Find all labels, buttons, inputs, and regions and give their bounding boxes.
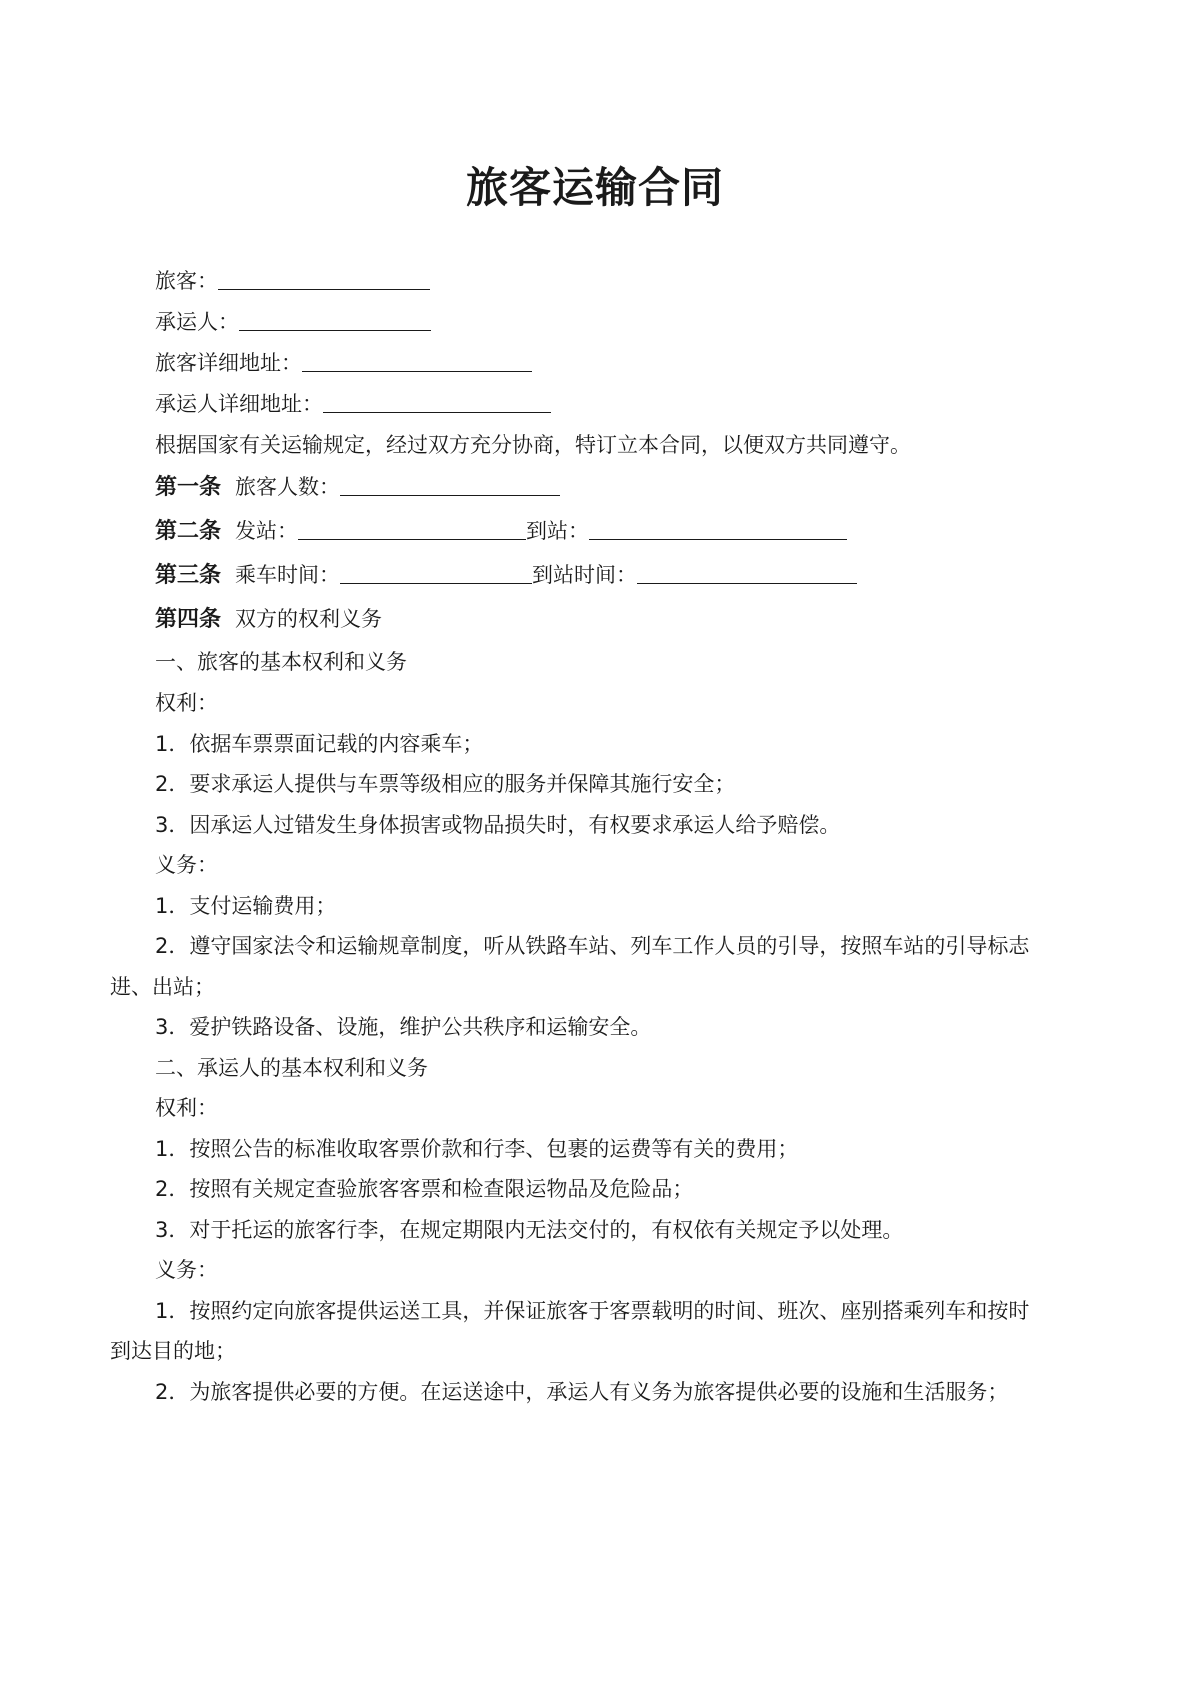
article-2	[155, 516, 847, 547]
section-2-duties-label: 义务：	[155, 1258, 218, 1282]
article-3	[155, 560, 857, 591]
list-item: 2．为旅客提供必要的方便。在运送途中，承运人有义务为旅客提供必要的设施和生活服务；	[155, 1380, 1009, 1404]
carrier-blank[interactable]	[239, 308, 431, 331]
passenger-address-label: 旅客详细地址：	[155, 351, 302, 375]
document-title: 旅客运输合同	[465, 163, 724, 212]
carrier-address-field	[155, 389, 551, 419]
passenger-address-field	[155, 348, 532, 378]
list-item: 1．依据车票票面记载的内容乘车；	[155, 732, 484, 756]
arrival-time-blank[interactable]	[637, 561, 857, 584]
article-4	[155, 604, 382, 635]
list-item: 3．因承运人过错发生身体损害或物品损失时，有权要求承运人给予赔偿。	[155, 813, 841, 837]
section-1-heading: 一、旅客的基本权利和义务	[155, 650, 407, 674]
passenger-address-blank[interactable]	[302, 349, 532, 372]
article-text: 双方的权利义务	[235, 607, 383, 631]
article-1	[155, 472, 560, 503]
list-item: 1．按照约定向旅客提供运送工具，并保证旅客于客票载明的时间、班次、座别搭乘列车和按时	[155, 1299, 1030, 1323]
preamble: 根据国家有关运输规定，经过双方充分协商，特订立本合同，以便双方共同遵守。	[155, 433, 911, 457]
carrier-field	[155, 307, 431, 337]
carrier-label: 承运人：	[155, 310, 239, 334]
list-item: 1．支付运输费用；	[155, 894, 337, 918]
departure-time-blank[interactable]	[340, 561, 532, 584]
section-2-heading: 二、承运人的基本权利和义务	[155, 1056, 428, 1080]
list-item: 3．爱护铁路设备、设施，维护公共秩序和运输安全。	[155, 1015, 652, 1039]
carrier-address-label: 承运人详细地址：	[155, 392, 323, 416]
carrier-address-blank[interactable]	[323, 390, 551, 413]
article-number: 第二条	[155, 519, 222, 544]
list-item-continuation: 到达目的地；	[110, 1339, 236, 1363]
list-item: 1．按照公告的标准收取客票价款和行李、包裹的运费等有关的费用；	[155, 1137, 799, 1161]
article-number: 第四条	[155, 607, 222, 632]
list-item: 3．对于托运的旅客行李，在规定期限内无法交付的，有权依有关规定予以处理。	[155, 1218, 904, 1242]
section-2-rights-label: 权利：	[155, 1096, 218, 1120]
article-number: 第三条	[155, 563, 222, 588]
article-text-2: 到站：	[526, 519, 590, 543]
arrival-station-blank[interactable]	[589, 517, 847, 540]
article-text: 旅客人数：	[235, 475, 341, 499]
article-text: 乘车时间：	[235, 563, 341, 587]
list-item-continuation: 进、出站；	[110, 975, 215, 999]
article-number: 第一条	[155, 475, 222, 500]
passenger-label: 旅客：	[155, 269, 218, 293]
article-text: 发站：	[235, 519, 299, 543]
section-1-duties-label: 义务：	[155, 853, 218, 877]
list-item: 2．要求承运人提供与车票等级相应的服务并保障其施行安全；	[155, 772, 736, 796]
list-item: 2．遵守国家法令和运输规章制度，听从铁路车站、列车工作人员的引导，按照车站的引导标志	[155, 934, 1030, 958]
passenger-blank[interactable]	[218, 267, 430, 290]
departure-station-blank[interactable]	[298, 517, 526, 540]
passenger-field	[155, 266, 430, 296]
passenger-count-blank[interactable]	[340, 473, 560, 496]
article-text-2: 到站时间：	[532, 563, 638, 587]
list-item: 2．按照有关规定查验旅客客票和检查限运物品及危险品；	[155, 1177, 694, 1201]
section-1-rights-label: 权利：	[155, 691, 218, 715]
